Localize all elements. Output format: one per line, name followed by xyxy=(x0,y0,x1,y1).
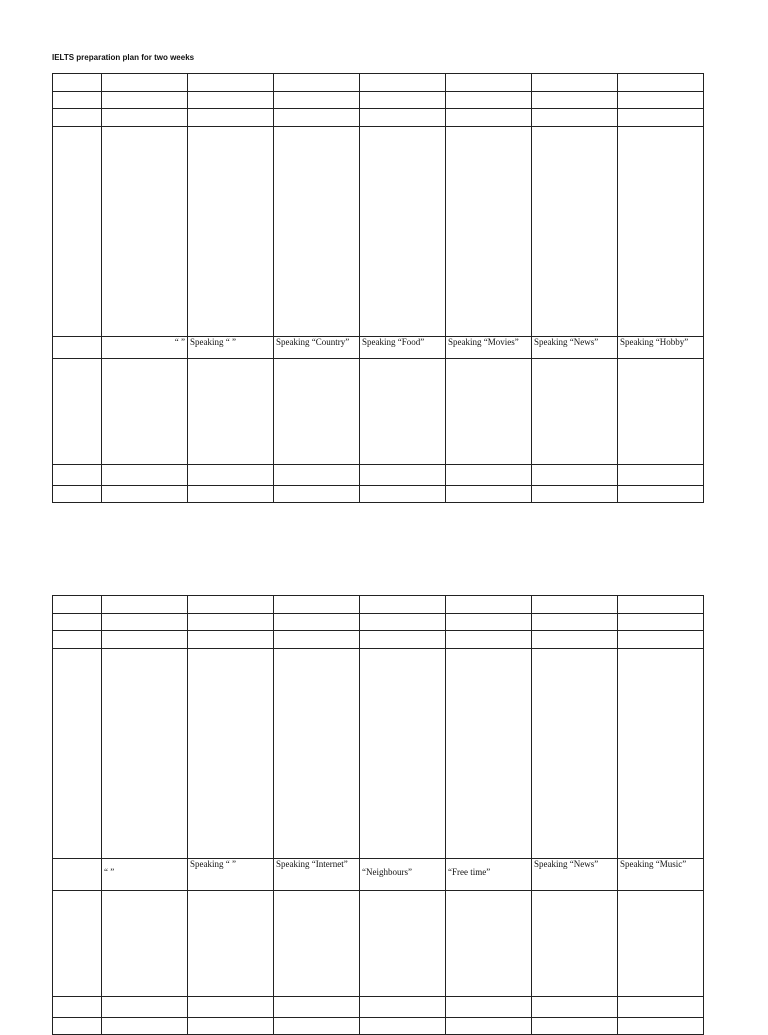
table-cell xyxy=(102,92,188,109)
table-cell xyxy=(188,92,274,109)
table-cell xyxy=(53,109,102,127)
table-cell xyxy=(360,649,446,859)
table-cell xyxy=(618,486,704,503)
table-cell xyxy=(102,614,188,631)
table-cell xyxy=(360,74,446,92)
table-cell xyxy=(102,109,188,127)
speaking-topic-cell: “ ” xyxy=(102,337,188,359)
speaking-topic-cell: “ ” xyxy=(102,859,188,891)
table-cell xyxy=(618,631,704,649)
table-cell xyxy=(53,92,102,109)
table-cell xyxy=(274,631,360,649)
speaking-topic-row xyxy=(53,337,704,359)
table-cell xyxy=(446,74,532,92)
table-cell xyxy=(618,109,704,127)
speaking-topic-cell: Speaking “Food” xyxy=(360,337,446,359)
speaking-topic-cell: Speaking “News” xyxy=(532,859,618,891)
table-cell xyxy=(274,997,360,1018)
table-cell xyxy=(53,127,102,337)
table-cell xyxy=(274,596,360,614)
table-cell xyxy=(188,997,274,1018)
table-cell xyxy=(360,614,446,631)
speaking-topic-cell: “Free time” xyxy=(446,859,532,891)
table-row xyxy=(53,614,704,631)
table-cell xyxy=(532,649,618,859)
table-cell xyxy=(102,997,188,1018)
table-cell xyxy=(446,1018,532,1035)
table-cell xyxy=(618,891,704,997)
table-cell xyxy=(618,997,704,1018)
table-cell xyxy=(274,74,360,92)
table-cell xyxy=(188,74,274,92)
table-cell xyxy=(446,109,532,127)
table-cell xyxy=(53,359,102,465)
table-cell xyxy=(618,465,704,486)
table-cell xyxy=(532,614,618,631)
table-row xyxy=(53,1018,704,1035)
table-cell xyxy=(360,596,446,614)
table-cell xyxy=(532,596,618,614)
table-cell xyxy=(618,614,704,631)
table-cell xyxy=(53,74,102,92)
speaking-topic-cell: Speaking “News” xyxy=(532,337,618,359)
table-cell xyxy=(618,649,704,859)
table-cell xyxy=(446,649,532,859)
table-cell xyxy=(188,891,274,997)
table-cell xyxy=(188,465,274,486)
week-1-plan-table xyxy=(52,73,704,503)
table-row xyxy=(53,631,704,649)
table-cell xyxy=(102,1018,188,1035)
table-cell xyxy=(446,359,532,465)
table-cell xyxy=(532,74,618,92)
table-row xyxy=(53,649,704,859)
table-cell xyxy=(274,359,360,465)
table-cell xyxy=(188,127,274,337)
table-cell xyxy=(446,891,532,997)
table-cell xyxy=(360,109,446,127)
table-cell xyxy=(102,127,188,337)
table-cell xyxy=(360,631,446,649)
table-cell xyxy=(532,486,618,503)
table-cell xyxy=(532,92,618,109)
table-cell xyxy=(532,109,618,127)
speaking-topic-cell: Speaking “Movies” xyxy=(446,337,532,359)
table-cell xyxy=(446,127,532,337)
table-cell xyxy=(618,1018,704,1035)
table-cell xyxy=(102,74,188,92)
table-cell xyxy=(446,631,532,649)
table-cell xyxy=(102,596,188,614)
table-cell xyxy=(102,631,188,649)
speaking-topic-row xyxy=(53,859,704,891)
table-row xyxy=(53,596,704,614)
table-cell xyxy=(360,359,446,465)
table-cell xyxy=(360,486,446,503)
table-cell xyxy=(53,631,102,649)
table-cell xyxy=(274,891,360,997)
speaking-topic-cell: Speaking “ ” xyxy=(188,337,274,359)
table-cell xyxy=(188,359,274,465)
table-row xyxy=(53,127,704,337)
table-row xyxy=(53,109,704,127)
table-cell xyxy=(618,127,704,337)
table-cell xyxy=(618,92,704,109)
speaking-topic-cell: “Neighbours” xyxy=(360,859,446,891)
table-cell xyxy=(102,465,188,486)
table-cell xyxy=(188,614,274,631)
table-cell xyxy=(188,631,274,649)
table-cell xyxy=(274,614,360,631)
table-cell xyxy=(532,1018,618,1035)
table-cell xyxy=(274,109,360,127)
table-cell xyxy=(618,359,704,465)
table-cell xyxy=(274,649,360,859)
table-cell xyxy=(274,92,360,109)
speaking-topic-cell xyxy=(53,859,102,891)
table-cell xyxy=(360,127,446,337)
speaking-topic-cell: Speaking “Music” xyxy=(618,859,704,891)
table-row xyxy=(53,486,704,503)
table-cell xyxy=(446,596,532,614)
speaking-topic-cell: Speaking “ ” xyxy=(188,859,274,891)
table-cell xyxy=(102,486,188,503)
table-cell xyxy=(53,1018,102,1035)
table-cell xyxy=(274,127,360,337)
table-cell xyxy=(53,486,102,503)
table-row xyxy=(53,74,704,92)
table-cell xyxy=(53,596,102,614)
table-cell xyxy=(188,486,274,503)
table-row xyxy=(53,997,704,1018)
table-cell xyxy=(360,465,446,486)
table-cell xyxy=(102,359,188,465)
speaking-topic-cell: Speaking “Country” xyxy=(274,337,360,359)
table-cell xyxy=(274,1018,360,1035)
table-cell xyxy=(618,596,704,614)
table-cell xyxy=(446,486,532,503)
table-cell xyxy=(53,649,102,859)
table-cell xyxy=(360,891,446,997)
table-cell xyxy=(188,1018,274,1035)
table-row xyxy=(53,891,704,997)
table-cell xyxy=(188,596,274,614)
table-cell xyxy=(618,74,704,92)
table-row xyxy=(53,92,704,109)
table-cell xyxy=(274,486,360,503)
table-row xyxy=(53,359,704,465)
table-cell xyxy=(532,465,618,486)
table-cell xyxy=(532,631,618,649)
table-cell xyxy=(102,649,188,859)
table-cell xyxy=(53,614,102,631)
table-cell xyxy=(532,359,618,465)
table-cell xyxy=(446,614,532,631)
page-title: IELTS preparation plan for two weeks xyxy=(52,53,195,62)
table-cell xyxy=(360,997,446,1018)
table-cell xyxy=(188,109,274,127)
speaking-topic-cell: Speaking “Hobby” xyxy=(618,337,704,359)
week-2-plan-table xyxy=(52,595,704,1035)
table-cell xyxy=(532,997,618,1018)
table-cell xyxy=(274,465,360,486)
table-cell xyxy=(188,649,274,859)
table-cell xyxy=(532,891,618,997)
speaking-topic-cell xyxy=(53,337,102,359)
table-cell xyxy=(446,465,532,486)
table-cell xyxy=(53,997,102,1018)
table-cell xyxy=(532,127,618,337)
table-cell xyxy=(360,92,446,109)
table-cell xyxy=(360,1018,446,1035)
speaking-topic-cell: Speaking “Internet” xyxy=(274,859,360,891)
table-row xyxy=(53,465,704,486)
table-cell xyxy=(53,891,102,997)
table-cell xyxy=(53,465,102,486)
table-cell xyxy=(102,891,188,997)
table-cell xyxy=(446,92,532,109)
table-cell xyxy=(446,997,532,1018)
